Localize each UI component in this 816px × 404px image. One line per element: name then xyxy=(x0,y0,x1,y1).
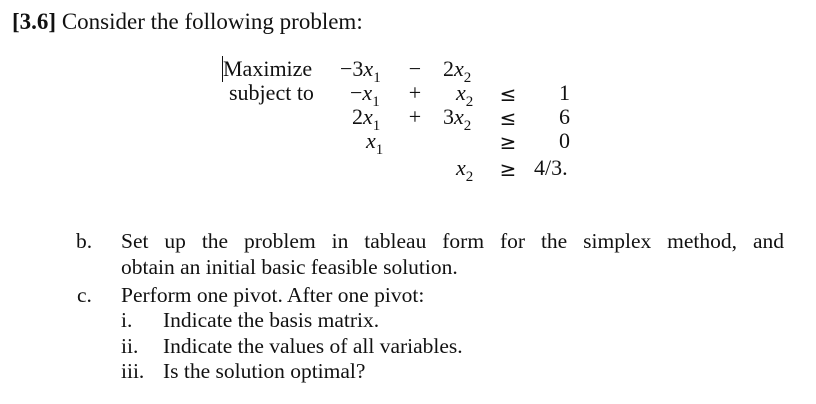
sub-item-text-iii: Is the solution optimal? xyxy=(163,359,366,383)
objective-coef-1: −3 xyxy=(340,56,364,81)
row2-operator: + xyxy=(408,104,422,129)
objective-operator: − xyxy=(408,56,422,81)
subscript-1: 1 xyxy=(372,94,380,110)
row1-rhs: 1 xyxy=(559,80,570,105)
part-b-line2: obtain an initial basic feasible solution. xyxy=(121,255,458,279)
subscript-2: 2 xyxy=(463,118,472,134)
var-x: x xyxy=(363,104,373,129)
row2-rhs: 6 xyxy=(559,104,570,129)
sub-item-label-iii: iii. xyxy=(121,359,145,383)
subscript-2: 2 xyxy=(465,169,474,185)
problem-intro: Consider the following problem: xyxy=(61,9,363,34)
row3-rhs: 0 xyxy=(559,128,570,153)
subscript-1: 1 xyxy=(373,70,381,86)
row2-coef-1: 2 xyxy=(352,104,363,129)
row2-relation: ≤ xyxy=(499,106,517,130)
problem-number: [3.6] xyxy=(12,9,57,34)
row4-rhs: 4/3. xyxy=(534,155,568,180)
row4-relation: ≥ xyxy=(499,157,517,181)
sub-item-text-ii: Indicate the values of all variables. xyxy=(163,334,463,358)
subscript-2: 2 xyxy=(465,94,474,110)
var-x: x xyxy=(456,155,466,180)
var-x: x xyxy=(362,80,373,105)
row3-relation: ≥ xyxy=(499,130,517,154)
row1-relation: ≤ xyxy=(499,82,517,106)
part-b-line1: Set up the problem in tableau form for the simplex method, and xyxy=(121,229,784,253)
row3-term-x1 xyxy=(366,128,384,158)
problem-heading xyxy=(12,9,363,35)
part-b-label: b. xyxy=(76,229,93,253)
row2-coef-2: 3 xyxy=(443,104,454,129)
subscript-1: 1 xyxy=(375,142,384,158)
part-c-text: Perform one pivot. After one pivot: xyxy=(121,283,425,307)
objective-label: Maximize xyxy=(223,56,313,81)
objective-coef-2: 2 xyxy=(443,56,454,81)
var-x: x xyxy=(454,104,464,129)
sub-item-text-i: Indicate the basis matrix. xyxy=(163,308,380,332)
var-x: x xyxy=(456,80,466,105)
row1-coef-1: − xyxy=(350,80,363,105)
sub-item-label-ii: ii. xyxy=(121,334,139,358)
sub-item-label-i: i. xyxy=(121,308,133,332)
var-x: x xyxy=(363,56,374,81)
subscript-2: 2 xyxy=(463,70,472,86)
row1-operator: + xyxy=(408,80,422,105)
subscript-1: 1 xyxy=(372,118,381,134)
var-x: x xyxy=(366,128,376,153)
var-x: x xyxy=(454,56,464,81)
part-c-label: c. xyxy=(77,283,92,307)
row4-term-x2 xyxy=(456,155,474,185)
constraints-label: subject to xyxy=(229,80,314,105)
row2-term-x2 xyxy=(443,104,472,134)
